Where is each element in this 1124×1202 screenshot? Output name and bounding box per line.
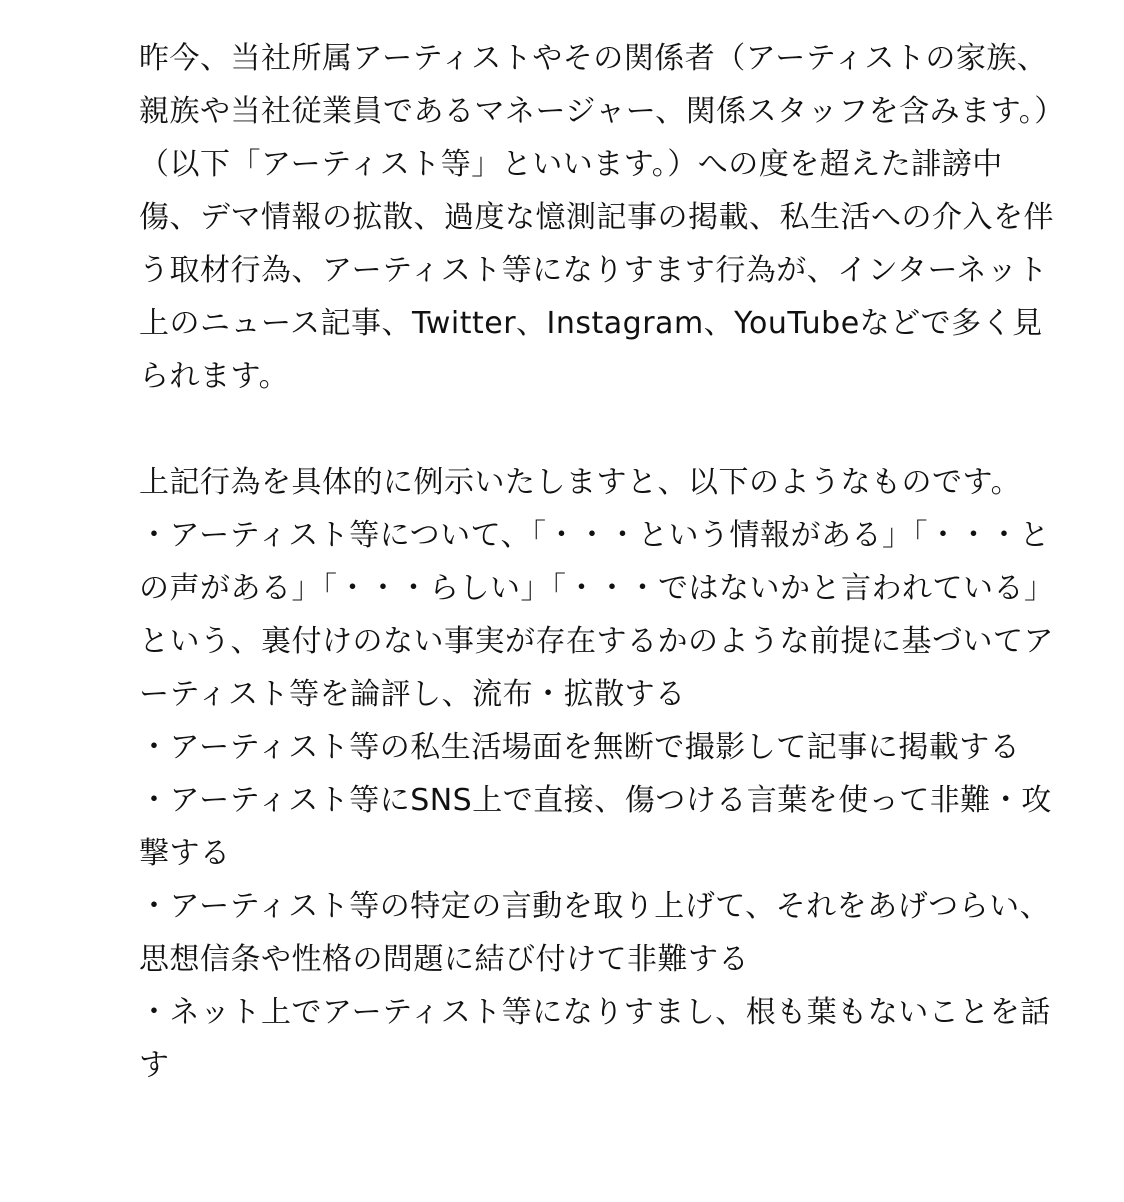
list-item: ・ネット上でアーティスト等になりすまし、根も葉もないことを話す [139, 995, 1051, 1083]
list-item: ・アーティスト等にSNS上で直接、傷つける言葉を使って非難・攻撃する [139, 783, 1052, 871]
paragraph-spacer [139, 403, 1059, 456]
examples-list [139, 509, 1059, 1092]
intro-paragraph: 昨今、当社所属アーティストやその関係者（アーティストの家族、親族や当社従業員であるマネージャー、関係スタッフを含みます。）（以下「アーティスト等」といいます。）への度を超えた誹謗中傷、デマ情報の拡散、過度な憶測記事の掲載、私生活への介入を伴う取材行為、アーティスト等になりすます行為が、インターネット上のニュース記事、Twitter、Instagram、YouTubeなどで多く見られます。 [139, 41, 1054, 394]
examples-intro-paragraph: 上記行為を具体的に例示いたしますと、以下のようなものです。 [139, 465, 1022, 500]
list-item: ・アーティスト等について、「・・・という情報がある」「・・・との声がある」「・・・らしい」「・・・ではないかと言われている」という、裏付けのない事実が存在するかのような前提に基づいてアーティスト等を論評し、流布・拡散する [139, 518, 1055, 712]
list-item: ・アーティスト等の特定の言動を取り上げて、それをあげつらい、思想信条や性格の問題に結び付けて非難する [139, 889, 1051, 977]
list-item: ・アーティスト等の私生活場面を無断で撮影して記事に掲載する [139, 730, 1021, 765]
article-body [139, 32, 1059, 1092]
